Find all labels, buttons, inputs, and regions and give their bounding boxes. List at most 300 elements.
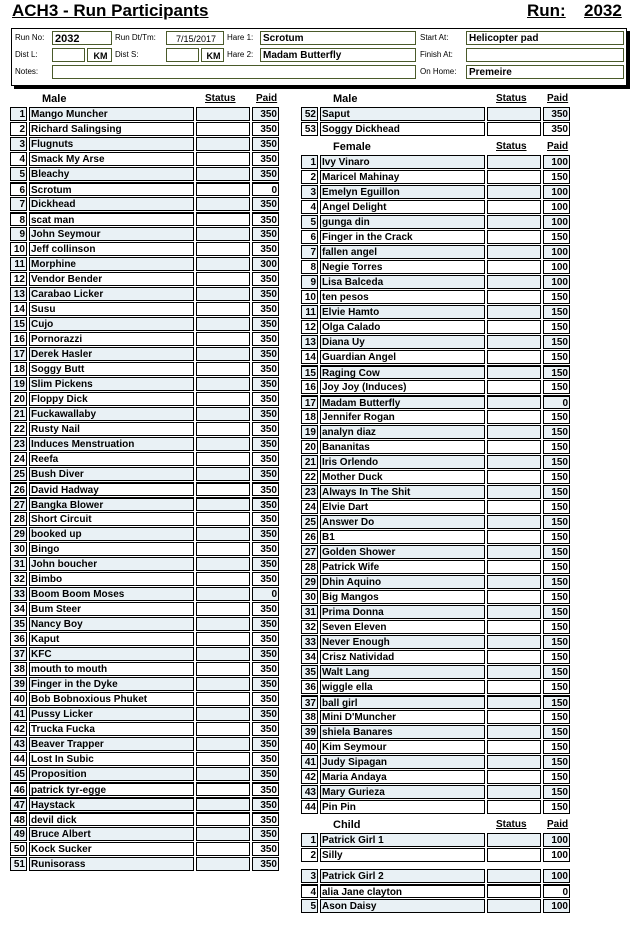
row-number: 53 bbox=[301, 122, 318, 136]
row-number: 49 bbox=[10, 827, 27, 841]
status-cell[interactable] bbox=[487, 185, 541, 199]
status-cell[interactable] bbox=[487, 899, 541, 913]
paid-amount: 0 bbox=[543, 884, 570, 898]
paid-amount: 350 bbox=[252, 347, 279, 361]
paid-amount: 150 bbox=[543, 425, 570, 439]
row-number: 15 bbox=[10, 317, 27, 331]
status-cell[interactable] bbox=[196, 827, 250, 841]
participant-name: Runisorass bbox=[29, 857, 194, 871]
paid-amount: 100 bbox=[543, 833, 570, 847]
paid-amount: 150 bbox=[543, 230, 570, 244]
status-cell[interactable] bbox=[196, 392, 250, 406]
status-cell[interactable] bbox=[487, 770, 541, 784]
paid-amount: 350 bbox=[252, 392, 279, 406]
paid-col-header: Paid bbox=[256, 93, 278, 104]
paid-amount: 350 bbox=[543, 122, 570, 136]
row-number: 22 bbox=[301, 470, 318, 484]
participant-name: Nancy Boy bbox=[29, 617, 194, 631]
row-number: 47 bbox=[10, 797, 27, 811]
run-header-box bbox=[11, 28, 627, 86]
paid-amount: 150 bbox=[543, 530, 570, 544]
status-cell[interactable] bbox=[487, 515, 541, 529]
participant-name: Seven Eleven bbox=[320, 620, 485, 634]
status-cell[interactable] bbox=[196, 317, 250, 331]
participant-name: Finger in the Crack bbox=[320, 230, 485, 244]
paid-amount: 150 bbox=[543, 350, 570, 364]
paid-amount: 350 bbox=[252, 542, 279, 556]
status-cell[interactable] bbox=[487, 620, 541, 634]
paid-amount: 100 bbox=[543, 848, 570, 862]
status-cell[interactable] bbox=[196, 302, 250, 316]
participant-name: Elvie Dart bbox=[320, 500, 485, 514]
participant-name: Dickhead bbox=[29, 197, 194, 211]
participant-name: Induces Menstruation bbox=[29, 437, 194, 451]
row-number: 10 bbox=[10, 242, 27, 256]
status-cell[interactable] bbox=[487, 710, 541, 724]
status-cell[interactable] bbox=[487, 200, 541, 214]
row-number: 5 bbox=[10, 167, 27, 181]
row-number: 25 bbox=[10, 467, 27, 481]
status-cell[interactable] bbox=[487, 560, 541, 574]
status-cell[interactable] bbox=[196, 692, 250, 706]
row-number: 28 bbox=[301, 560, 318, 574]
row-number: 40 bbox=[10, 692, 27, 706]
row-number: 39 bbox=[10, 677, 27, 691]
run-label: Run: bbox=[527, 1, 566, 20]
status-cell[interactable] bbox=[487, 833, 541, 847]
status-cell[interactable] bbox=[196, 707, 250, 721]
paid-amount: 350 bbox=[252, 857, 279, 871]
notes-field[interactable] bbox=[52, 65, 416, 79]
status-col-header: Status bbox=[496, 141, 527, 152]
status-cell[interactable] bbox=[487, 440, 541, 454]
status-cell[interactable] bbox=[196, 137, 250, 151]
participant-name: Iris Orlendo bbox=[320, 455, 485, 469]
status-cell[interactable] bbox=[196, 332, 250, 346]
paid-amount: 350 bbox=[252, 632, 279, 646]
status-cell[interactable] bbox=[196, 572, 250, 586]
status-cell[interactable] bbox=[487, 365, 541, 379]
row-number: 43 bbox=[301, 785, 318, 799]
paid-amount: 350 bbox=[252, 812, 279, 826]
row-number: 17 bbox=[10, 347, 27, 361]
status-cell[interactable] bbox=[196, 422, 250, 436]
paid-amount: 350 bbox=[252, 467, 279, 481]
status-cell[interactable] bbox=[487, 800, 541, 814]
status-cell[interactable] bbox=[487, 455, 541, 469]
status-cell[interactable] bbox=[196, 242, 250, 256]
status-cell[interactable] bbox=[487, 665, 541, 679]
notes-label: Notes: bbox=[15, 67, 39, 76]
participant-name: Jennifer Rogan bbox=[320, 410, 485, 424]
participant-name: Bush Diver bbox=[29, 467, 194, 481]
participant-name: analyn diaz bbox=[320, 425, 485, 439]
row-number: 12 bbox=[10, 272, 27, 286]
status-cell[interactable] bbox=[487, 884, 541, 898]
status-cell[interactable] bbox=[196, 152, 250, 166]
male-heading: Male bbox=[42, 93, 67, 105]
status-cell[interactable] bbox=[196, 722, 250, 736]
paid-col-header: Paid bbox=[547, 819, 569, 830]
hare1-field[interactable]: Scrotum bbox=[260, 31, 416, 45]
paid-amount: 150 bbox=[543, 470, 570, 484]
status-cell[interactable] bbox=[487, 740, 541, 754]
status-cell[interactable] bbox=[196, 647, 250, 661]
participant-name: Dhin Aquino bbox=[320, 575, 485, 589]
row-number: 43 bbox=[10, 737, 27, 751]
paid-amount: 150 bbox=[543, 590, 570, 604]
status-cell[interactable] bbox=[196, 107, 250, 121]
participant-name: Bangka Blower bbox=[29, 497, 194, 511]
paid-amount: 350 bbox=[252, 377, 279, 391]
row-number: 22 bbox=[10, 422, 27, 436]
status-cell[interactable] bbox=[487, 545, 541, 559]
paid-amount: 150 bbox=[543, 365, 570, 379]
paid-amount: 100 bbox=[543, 155, 570, 169]
row-number: 32 bbox=[10, 572, 27, 586]
row-number: 35 bbox=[10, 617, 27, 631]
row-number: 14 bbox=[10, 302, 27, 316]
row-number: 41 bbox=[301, 755, 318, 769]
status-cell[interactable] bbox=[196, 632, 250, 646]
status-cell[interactable] bbox=[487, 245, 541, 259]
row-number: 13 bbox=[10, 287, 27, 301]
status-cell[interactable] bbox=[196, 767, 250, 781]
run-dt-field[interactable]: 7/15/2017 bbox=[166, 31, 224, 45]
paid-amount: 350 bbox=[252, 287, 279, 301]
paid-amount: 350 bbox=[252, 827, 279, 841]
participant-name: Big Mangos bbox=[320, 590, 485, 604]
participant-name: Bruce Albert bbox=[29, 827, 194, 841]
status-cell[interactable] bbox=[487, 848, 541, 862]
paid-amount: 150 bbox=[543, 770, 570, 784]
status-cell[interactable] bbox=[196, 407, 250, 421]
participant-name: Beaver Trapper bbox=[29, 737, 194, 751]
row-number: 23 bbox=[301, 485, 318, 499]
on-home-label: On Home: bbox=[420, 67, 457, 76]
paid-amount: 350 bbox=[252, 407, 279, 421]
status-cell[interactable] bbox=[196, 797, 250, 811]
status-cell[interactable] bbox=[487, 635, 541, 649]
row-number: 26 bbox=[301, 530, 318, 544]
status-cell[interactable] bbox=[196, 167, 250, 181]
participant-name: Pin Pin bbox=[320, 800, 485, 814]
status-cell[interactable] bbox=[196, 602, 250, 616]
paid-amount: 350 bbox=[252, 317, 279, 331]
row-number: 29 bbox=[10, 527, 27, 541]
status-cell[interactable] bbox=[196, 587, 250, 601]
row-number: 19 bbox=[301, 425, 318, 439]
status-cell[interactable] bbox=[487, 290, 541, 304]
status-cell[interactable] bbox=[196, 752, 250, 766]
status-cell[interactable] bbox=[487, 215, 541, 229]
run-no-field[interactable]: 2032 bbox=[52, 31, 112, 45]
row-number: 7 bbox=[10, 197, 27, 211]
row-number: 25 bbox=[301, 515, 318, 529]
row-number: 3 bbox=[301, 185, 318, 199]
status-cell[interactable] bbox=[196, 857, 250, 871]
status-cell[interactable] bbox=[196, 677, 250, 691]
participant-name: Mini D'Muncher bbox=[320, 710, 485, 724]
status-cell[interactable] bbox=[487, 785, 541, 799]
paid-amount: 350 bbox=[252, 362, 279, 376]
participant-name: Smack My Arse bbox=[29, 152, 194, 166]
row-number: 38 bbox=[10, 662, 27, 676]
status-cell[interactable] bbox=[487, 869, 541, 883]
dist-l-field[interactable] bbox=[52, 48, 85, 62]
row-number: 6 bbox=[10, 182, 27, 196]
status-cell[interactable] bbox=[487, 590, 541, 604]
status-cell[interactable] bbox=[487, 485, 541, 499]
status-cell[interactable] bbox=[196, 287, 250, 301]
participant-name: Jeff collinson bbox=[29, 242, 194, 256]
participant-name: Proposition bbox=[29, 767, 194, 781]
paid-amount: 150 bbox=[543, 665, 570, 679]
status-col-header: Status bbox=[205, 93, 236, 104]
status-col-header: Status bbox=[496, 93, 527, 104]
participant-name: Bob Bobnoxious Phuket bbox=[29, 692, 194, 706]
status-cell[interactable] bbox=[196, 272, 250, 286]
status-cell[interactable] bbox=[487, 530, 541, 544]
paid-amount: 350 bbox=[252, 572, 279, 586]
status-cell[interactable] bbox=[487, 425, 541, 439]
hare2-field[interactable]: Madam Butterfly bbox=[260, 48, 416, 62]
paid-amount: 100 bbox=[543, 275, 570, 289]
finish-field[interactable] bbox=[466, 48, 624, 62]
status-cell[interactable] bbox=[487, 170, 541, 184]
paid-amount: 100 bbox=[543, 215, 570, 229]
paid-amount: 150 bbox=[543, 755, 570, 769]
participant-name: Judy Sipagan bbox=[320, 755, 485, 769]
row-number: 2 bbox=[10, 122, 27, 136]
participant-name: Kock Sucker bbox=[29, 842, 194, 856]
dist-s-label: Dist S: bbox=[115, 50, 139, 59]
participant-name: scat man bbox=[29, 212, 194, 226]
status-cell[interactable] bbox=[196, 497, 250, 511]
status-cell[interactable] bbox=[196, 197, 250, 211]
row-number: 18 bbox=[10, 362, 27, 376]
paid-amount: 150 bbox=[543, 620, 570, 634]
status-cell[interactable] bbox=[196, 512, 250, 526]
row-number: 37 bbox=[10, 647, 27, 661]
paid-amount: 150 bbox=[543, 410, 570, 424]
paid-col-header: Paid bbox=[547, 141, 569, 152]
status-cell[interactable] bbox=[487, 230, 541, 244]
row-number: 50 bbox=[10, 842, 27, 856]
participant-name: Soggy Dickhead bbox=[320, 122, 485, 136]
participant-name: Madam Butterfly bbox=[320, 395, 485, 409]
status-cell[interactable] bbox=[196, 812, 250, 826]
paid-amount: 350 bbox=[252, 242, 279, 256]
start-field[interactable]: Helicopter pad bbox=[466, 31, 624, 45]
paid-amount: 350 bbox=[252, 122, 279, 136]
status-cell[interactable] bbox=[196, 467, 250, 481]
row-number: 17 bbox=[301, 395, 318, 409]
status-cell[interactable] bbox=[487, 395, 541, 409]
participant-name: ball girl bbox=[320, 695, 485, 709]
participant-name: KFC bbox=[29, 647, 194, 661]
row-number: 8 bbox=[301, 260, 318, 274]
dist-s-field[interactable] bbox=[166, 48, 199, 62]
paid-amount: 150 bbox=[543, 170, 570, 184]
participant-name: Floppy Dick bbox=[29, 392, 194, 406]
status-cell[interactable] bbox=[487, 410, 541, 424]
participant-name: Lost In Subic bbox=[29, 752, 194, 766]
status-cell[interactable] bbox=[487, 320, 541, 334]
row-number: 36 bbox=[301, 680, 318, 694]
status-cell[interactable] bbox=[196, 527, 250, 541]
status-cell[interactable] bbox=[487, 650, 541, 664]
status-cell[interactable] bbox=[196, 257, 250, 271]
status-cell[interactable] bbox=[196, 737, 250, 751]
row-number: 27 bbox=[301, 545, 318, 559]
row-number: 14 bbox=[301, 350, 318, 364]
paid-amount: 350 bbox=[252, 617, 279, 631]
row-number: 20 bbox=[10, 392, 27, 406]
participant-name: Trucka Fucka bbox=[29, 722, 194, 736]
status-cell[interactable] bbox=[487, 335, 541, 349]
participant-name: patrick tyr-egge bbox=[29, 782, 194, 796]
status-cell[interactable] bbox=[196, 842, 250, 856]
run-dt-label: Run Dt/Tm: bbox=[115, 33, 156, 42]
status-cell[interactable] bbox=[487, 470, 541, 484]
status-cell[interactable] bbox=[196, 122, 250, 136]
status-cell[interactable] bbox=[487, 260, 541, 274]
participant-name: Carabao Licker bbox=[29, 287, 194, 301]
row-number: 1 bbox=[10, 107, 27, 121]
row-number: 24 bbox=[10, 452, 27, 466]
row-number: 21 bbox=[301, 455, 318, 469]
participant-name: Joy Joy (Induces) bbox=[320, 380, 485, 394]
status-cell[interactable] bbox=[487, 605, 541, 619]
finish-label: Finish At: bbox=[420, 50, 453, 59]
row-number: 38 bbox=[301, 710, 318, 724]
paid-amount: 100 bbox=[543, 245, 570, 259]
status-cell[interactable] bbox=[487, 755, 541, 769]
paid-amount: 350 bbox=[252, 212, 279, 226]
status-cell[interactable] bbox=[487, 380, 541, 394]
paid-amount: 350 bbox=[252, 437, 279, 451]
status-cell[interactable] bbox=[487, 122, 541, 136]
participant-name: Angel Delight bbox=[320, 200, 485, 214]
status-cell[interactable] bbox=[196, 662, 250, 676]
row-number: 33 bbox=[10, 587, 27, 601]
participant-name: Maria Andaya bbox=[320, 770, 485, 784]
participant-name: Raging Cow bbox=[320, 365, 485, 379]
participant-name: Emelyn Eguillon bbox=[320, 185, 485, 199]
paid-amount: 150 bbox=[543, 710, 570, 724]
row-number: 51 bbox=[10, 857, 27, 871]
row-number: 4 bbox=[10, 152, 27, 166]
participant-name: David Hadway bbox=[29, 482, 194, 496]
row-number: 11 bbox=[10, 257, 27, 271]
paid-amount: 150 bbox=[543, 455, 570, 469]
paid-amount: 350 bbox=[252, 797, 279, 811]
participant-name: Kaput bbox=[29, 632, 194, 646]
status-cell[interactable] bbox=[196, 782, 250, 796]
row-number: 2 bbox=[301, 848, 318, 862]
status-cell[interactable] bbox=[196, 437, 250, 451]
status-cell[interactable] bbox=[487, 680, 541, 694]
row-number: 13 bbox=[301, 335, 318, 349]
status-cell[interactable] bbox=[487, 575, 541, 589]
participant-name: Kim Seymour bbox=[320, 740, 485, 754]
child-heading: Child bbox=[333, 819, 361, 831]
status-cell[interactable] bbox=[196, 377, 250, 391]
paid-amount: 350 bbox=[252, 527, 279, 541]
status-cell[interactable] bbox=[196, 182, 250, 196]
paid-col-header: Paid bbox=[547, 93, 569, 104]
paid-amount: 350 bbox=[252, 497, 279, 511]
status-cell[interactable] bbox=[196, 347, 250, 361]
status-cell[interactable] bbox=[487, 500, 541, 514]
row-number: 7 bbox=[301, 245, 318, 259]
status-cell[interactable] bbox=[487, 725, 541, 739]
status-cell[interactable] bbox=[196, 452, 250, 466]
row-number: 34 bbox=[10, 602, 27, 616]
status-cell[interactable] bbox=[196, 227, 250, 241]
status-cell[interactable] bbox=[196, 557, 250, 571]
row-number: 4 bbox=[301, 884, 318, 898]
participant-name: Mary Gurieza bbox=[320, 785, 485, 799]
paid-amount: 350 bbox=[252, 422, 279, 436]
row-number: 34 bbox=[301, 650, 318, 664]
status-cell[interactable] bbox=[487, 695, 541, 709]
status-cell[interactable] bbox=[196, 542, 250, 556]
participant-name: wiggle ella bbox=[320, 680, 485, 694]
paid-amount: 350 bbox=[252, 752, 279, 766]
row-number: 33 bbox=[301, 635, 318, 649]
participant-name: Reefa bbox=[29, 452, 194, 466]
participant-name: Rusty Nail bbox=[29, 422, 194, 436]
row-number: 29 bbox=[301, 575, 318, 589]
status-col-header: Status bbox=[496, 819, 527, 830]
status-cell[interactable] bbox=[487, 305, 541, 319]
status-cell[interactable] bbox=[196, 482, 250, 496]
status-cell[interactable] bbox=[487, 107, 541, 121]
participant-name: Ason Daisy bbox=[320, 899, 485, 913]
row-number: 15 bbox=[301, 365, 318, 379]
participant-name: Flugnuts bbox=[29, 137, 194, 151]
paid-amount: 350 bbox=[543, 107, 570, 121]
status-cell[interactable] bbox=[196, 362, 250, 376]
paid-amount: 0 bbox=[252, 587, 279, 601]
row-number: 11 bbox=[301, 305, 318, 319]
paid-amount: 150 bbox=[543, 740, 570, 754]
paid-amount: 150 bbox=[543, 680, 570, 694]
status-cell[interactable] bbox=[487, 275, 541, 289]
participant-name: Morphine bbox=[29, 257, 194, 271]
paid-amount: 350 bbox=[252, 332, 279, 346]
participant-name: Haystack bbox=[29, 797, 194, 811]
participant-name: Ivy Vinaro bbox=[320, 155, 485, 169]
status-cell[interactable] bbox=[487, 155, 541, 169]
on-home-field[interactable]: Premeire bbox=[466, 65, 624, 79]
row-number: 1 bbox=[301, 833, 318, 847]
paid-amount: 150 bbox=[543, 320, 570, 334]
paid-amount: 350 bbox=[252, 602, 279, 616]
row-number: 20 bbox=[301, 440, 318, 454]
row-number: 9 bbox=[301, 275, 318, 289]
participant-name: Negie Torres bbox=[320, 260, 485, 274]
km-unit-l: KM bbox=[87, 48, 112, 62]
row-number: 42 bbox=[10, 722, 27, 736]
status-cell[interactable] bbox=[196, 617, 250, 631]
paid-amount: 150 bbox=[543, 500, 570, 514]
status-cell[interactable] bbox=[487, 350, 541, 364]
km-unit-s: KM bbox=[201, 48, 224, 62]
status-cell[interactable] bbox=[196, 212, 250, 226]
